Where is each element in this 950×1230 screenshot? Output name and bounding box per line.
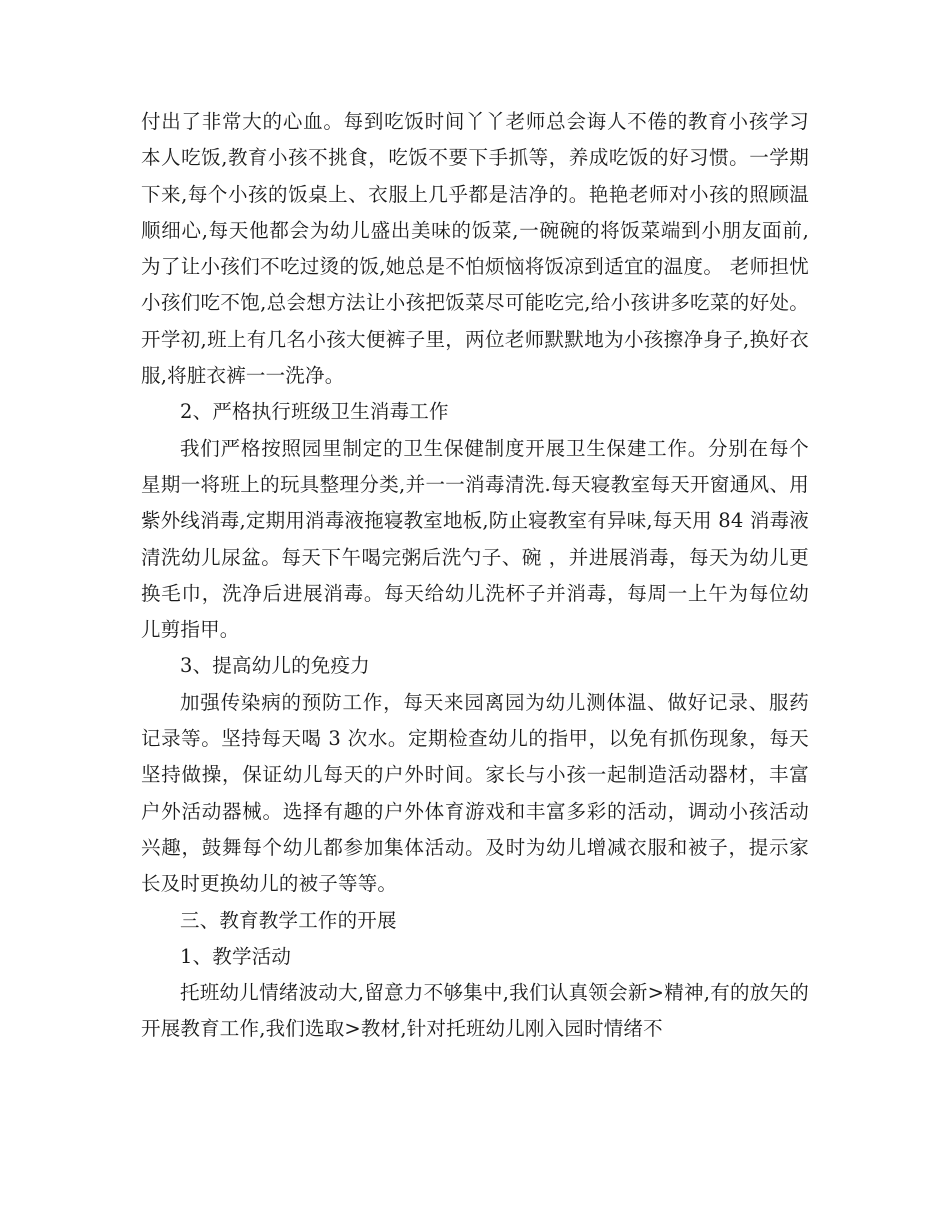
section-heading-teaching: 1、教学活动 — [180, 944, 292, 968]
section-heading-hygiene: 2、严格执行班级卫生消毒工作 — [180, 400, 449, 424]
paragraph-immunity: 加强传染病的预防工作，每天来园离园为幼儿测体温、做好记录、服药记录等。坚持每天喝 3 次水。定期检查幼儿的指甲，以免有抓伤现象，每天坚持做操，保证幼儿每天的户外时间。家长与小孩一起制造活动器材，丰富户外活动器械。选择有趣的户外体育游戏和丰富多彩的活动，调动小孩活动兴趣，鼓舞每个幼儿都参加集体活动。及时为幼儿增减衣服和被子，提示家长及时更换幼儿的被子等等。 — [141, 690, 809, 896]
paragraph-teaching: 托班幼儿情绪波动大,留意力不够集中,我们认真领会新>精神,有的放矢的开展教育工作,我们选取>教材,针对托班幼儿刚入园时情绪不 — [141, 981, 809, 1041]
section-heading-education: 三、教育教学工作的开展 — [180, 908, 397, 932]
document-body — [141, 104, 809, 1048]
paragraph-hygiene: 我们严格按照园里制定的卫生保健制度开展卫生保建工作。分别在每个星期一将班上的玩具整理分类,并一一消毒清洗.每天寝教室每天开窗通风、用紫外线消毒,定期用消毒液拖寝教室地板,防止寝教室有异味,每天用 84 消毒液清洗幼儿尿盆。每天下午喝完粥后洗勺子、碗 ，并进展消毒，每天为幼儿更换毛巾，洗净后进展消毒。每天给幼儿洗杯子并消毒，每周一上午为每位幼儿剪指甲。 — [141, 436, 809, 642]
paragraph-meals: 付出了非常大的心血。每到吃饭时间丫丫老师总会诲人不倦的教育小孩学习本人吃饭,教育小孩不挑食，吃饭不要下手抓等，养成吃饭的好习惯。一学期下来,每个小孩的饭桌上、衣服上几乎都是洁净的。艳艳老师对小孩的照顾温顺细心,每天他都会为幼儿盛出美味的饭菜,一碗碗的将饭菜端到小朋友面前,为了让小孩们不吃过烫的饭,她总是不怕烦恼将饭凉到适宜的温度。 老师担忧小孩们吃不饱,总会想方法让小孩把饭菜尽可能吃完,给小孩讲多吃菜的好处。开学初,班上有几名小孩大便裤子里，两位老师默默地为小孩擦净身子,换好衣服,将脏衣裤一一洗净。 — [141, 110, 809, 388]
section-heading-immunity: 3、提高幼儿的免疫力 — [180, 654, 370, 678]
